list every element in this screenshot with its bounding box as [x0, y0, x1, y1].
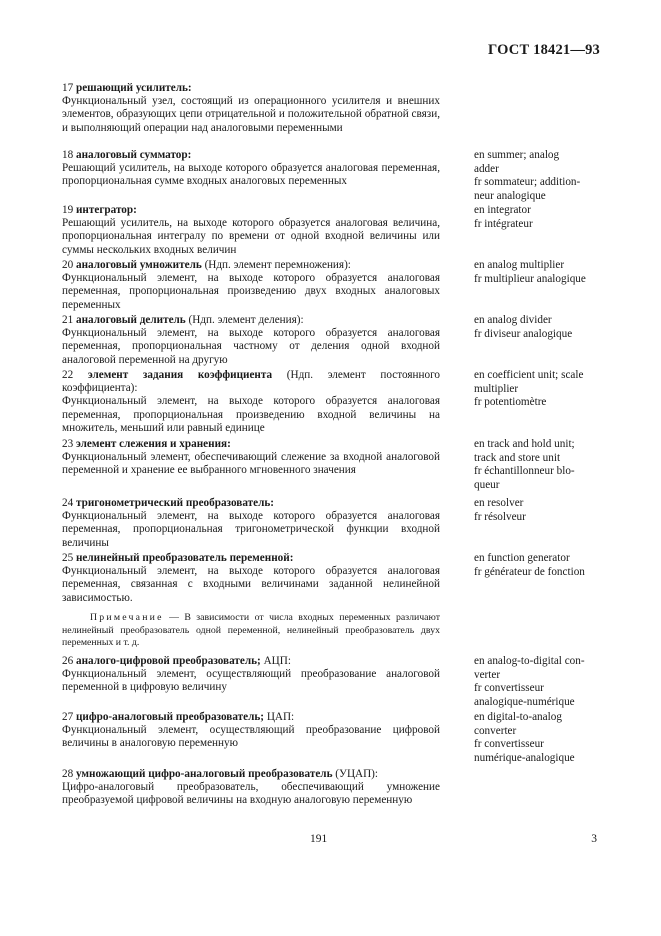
note-label: Примечание — [90, 612, 164, 623]
translation-26 — [474, 655, 624, 709]
term-24 — [62, 497, 440, 550]
term-number: 26 — [62, 655, 74, 667]
term-number: 24 — [62, 497, 74, 509]
term-definition: Функциональный элемент, на выходе которого образуется аналоговая переменная, связанная с входными величинами заданной нелинейной зависимостью. — [62, 565, 440, 604]
term-definition: Функциональный узел, состоящий из операционного усилителя и внешних элементов, образующих цепи отрицательной и положительной обратной связи, и выполняющий операции над аналоговыми переменными — [62, 95, 440, 134]
translation-23 — [474, 438, 624, 492]
term-name: тригонометрический преобразователь: — [75, 497, 275, 509]
translation-20 — [474, 259, 624, 286]
translation-line: track and store unit — [474, 451, 561, 464]
translation-line: fr générateur de fonction — [474, 565, 585, 578]
term-number: 27 — [62, 711, 74, 723]
translation-line: en resolver — [474, 497, 524, 509]
translation-21 — [474, 314, 624, 341]
term-number: 25 — [62, 552, 74, 564]
translation-line: en digital-to-analog — [474, 711, 562, 723]
term-17 — [62, 82, 440, 135]
translation-line: numérique-analogique — [474, 751, 575, 764]
term-definition: Функциональный элемент, на выходе которого образуется аналоговая переменная, пропорциональная произведению входной величины на множитель, меньший или равный единице — [62, 395, 440, 434]
translation-line: fr convertisseur — [474, 738, 544, 750]
document-header: ГОСТ 18421—93 — [488, 42, 600, 58]
translation-line: fr intégrateur — [474, 217, 533, 230]
term-25 — [62, 552, 440, 605]
term-26 — [62, 655, 440, 695]
term-18 — [62, 149, 440, 189]
term-name: решающий усилитель: — [75, 82, 192, 94]
translation-27 — [474, 711, 624, 765]
term-number: 28 — [62, 768, 74, 780]
term-number: 23 — [62, 438, 74, 450]
note-block — [62, 612, 440, 650]
term-definition: Цифро-аналоговый преобразователь, обеспечивающий умножение преобразуемой цифровой величины на входную аналоговую переменную — [62, 781, 440, 807]
term-definition: Функциональный элемент, осуществляющий преобразование аналоговой переменной в цифровую величину — [62, 668, 440, 694]
translation-line: fr potentiomètre — [474, 396, 547, 408]
term-abbreviation: ЦАП: — [264, 711, 295, 723]
translation-line: fr convertisseur — [474, 682, 544, 694]
translation-line: verter — [474, 668, 501, 681]
term-number: 22 — [62, 369, 74, 381]
term-22 — [62, 369, 440, 435]
translation-line: fr diviseur analogique — [474, 327, 573, 340]
term-name: элемент слежения и хранения: — [75, 438, 231, 450]
term-27 — [62, 711, 440, 751]
translation-line: en function generator — [474, 552, 570, 564]
translation-line: en coefficient unit; scale — [474, 369, 584, 381]
term-name: аналоговый сумматор: — [75, 149, 192, 161]
term-name: цифро-аналоговый преобразователь; — [75, 711, 265, 723]
term-definition: Функциональный элемент, на выходе которого образуется аналоговая переменная, пропорциональная тригонометрической функции входной величины — [62, 510, 440, 549]
term-number: 21 — [62, 314, 74, 326]
translation-line: multiplier — [474, 382, 519, 395]
term-name: аналоговый умножитель — [75, 259, 202, 271]
term-definition: Функциональный элемент, осуществляющий преобразование цифровой величины в аналоговую переменную — [62, 724, 440, 750]
translation-18 — [474, 149, 624, 203]
translation-19 — [474, 204, 624, 231]
term-abbreviation: (УЦАП): — [332, 768, 379, 780]
translation-line: fr sommateur; addition- — [474, 176, 581, 188]
term-number: 20 — [62, 259, 74, 271]
translation-line: neur analogique — [474, 189, 546, 202]
translation-line: fr échantillonneur blo- — [474, 465, 575, 477]
term-28 — [62, 768, 440, 808]
term-name: аналого-цифровой преобразователь; — [75, 655, 261, 667]
term-name: умножающий цифро-аналоговый преобразователь — [75, 768, 333, 780]
term-name: элемент задания коэффициента — [87, 369, 273, 381]
term-definition: Функциональный элемент, на выходе которого образуется аналоговая переменная, пропорциональная частному от деления одной входной аналоговой переменной на другую — [62, 327, 440, 366]
side-number: 3 — [591, 833, 597, 845]
term-abbreviation: (Ндп. элемент деления): — [185, 314, 304, 326]
term-name: интегратор: — [75, 204, 137, 216]
term-definition: Функциональный элемент, обеспечивающий слежение за входной аналоговой переменной и хранение ее выбранного мгновенного значения — [62, 451, 440, 477]
term-abbreviation: (Ндп. элемент постоянного коэффициента): — [62, 369, 440, 395]
translation-24 — [474, 497, 624, 524]
translation-line: queur — [474, 478, 500, 491]
term-23 — [62, 438, 440, 478]
term-definition: Решающий усилитель, на выходе которого образуется аналоговая переменная, пропорциональная сумме входных аналоговых переменных — [62, 162, 440, 188]
translation-line: fr multiplieur analogique — [474, 272, 586, 285]
translation-line: en track and hold unit; — [474, 438, 575, 450]
translation-line: en analog multiplier — [474, 259, 565, 271]
term-name: нелинейный преобразователь переменной: — [75, 552, 294, 564]
translation-22 — [474, 369, 624, 410]
translation-line: analogique-numérique — [474, 695, 575, 708]
translation-line: adder — [474, 162, 499, 175]
term-definition: Функциональный элемент, на выходе которого образуется аналоговая переменная, пропорциональная произведению двух входных аналоговых переменных — [62, 272, 440, 311]
term-number: 19 — [62, 204, 74, 216]
translation-line: en summer; analog — [474, 149, 560, 161]
note-text: — В зависимости от числа входных переменных различают нелинейный преобразователь одной переменной, нелинейный преобразователь двух переменных и т. д. — [62, 612, 440, 649]
translation-line: fr résolveur — [474, 510, 526, 523]
term-name: аналоговый делитель — [75, 314, 186, 326]
term-definition: Решающий усилитель, на выходе которого образуется аналоговая величина, пропорциональная интегралу по времени от одной входной величины или суммы нескольких входных величин — [62, 217, 440, 256]
translation-line: en integrator — [474, 204, 531, 216]
translation-line: converter — [474, 724, 517, 737]
term-21 — [62, 314, 440, 367]
term-number: 18 — [62, 149, 74, 161]
page-number: 191 — [310, 833, 328, 845]
translation-25 — [474, 552, 624, 579]
term-abbreviation: АЦП: — [260, 655, 291, 667]
term-abbreviation: (Ндп. элемент перемножения): — [201, 259, 351, 271]
term-19 — [62, 204, 440, 257]
translation-line: en analog divider — [474, 314, 552, 326]
translation-line: en analog-to-digital con- — [474, 655, 585, 667]
term-number: 17 — [62, 82, 74, 94]
term-20 — [62, 259, 440, 312]
